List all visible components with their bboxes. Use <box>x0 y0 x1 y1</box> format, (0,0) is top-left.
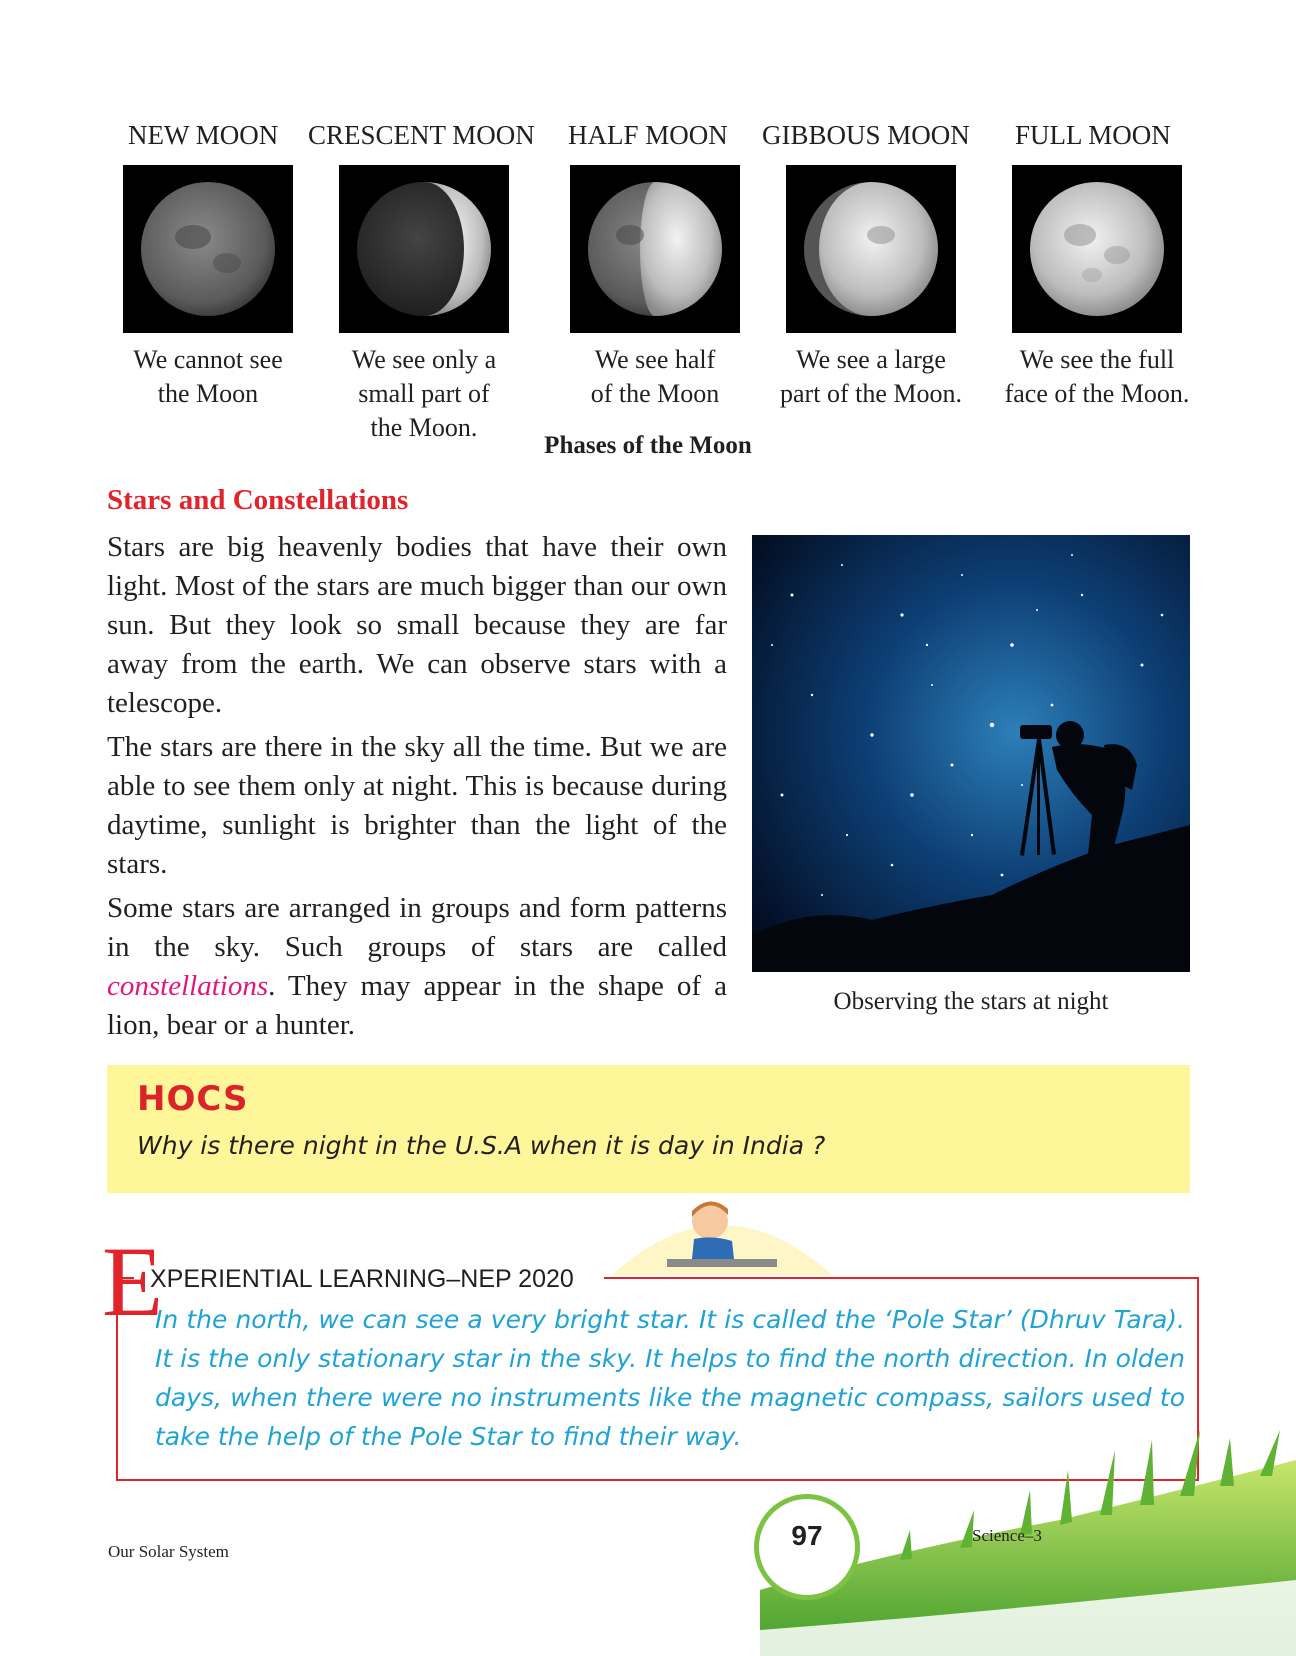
footer-chapter: Our Solar System <box>108 1542 229 1561</box>
hocs-question: Why is there night in the U.S.A when it is day in India ? <box>137 1131 826 1160</box>
stargazer-photo <box>752 535 1190 972</box>
experiential-initial: E <box>102 1226 164 1337</box>
new-moon-image <box>123 165 293 333</box>
paragraph-1: Stars are big heavenly bodies that have their own light. Most of the stars are much bigger than our own sun. But they look so small because they are far away from the earth. We can observe stars with a telescope. <box>107 531 727 719</box>
phase-label-half-moon: HALF MOON <box>568 120 728 150</box>
page-number: 97 <box>791 1520 823 1551</box>
paragraph-3: Some stars are arranged in groups and form patterns in the sky. Such groups of stars are called constellations. They may appear in the shape of a lion, bear or a hunter. <box>107 892 727 1041</box>
full-moon-image <box>1012 165 1182 333</box>
section-heading: Stars and Constellations <box>107 484 409 516</box>
kid-illustration <box>612 1195 832 1275</box>
experiential-title: XPERIENTIAL LEARNING–NEP 2020 <box>150 1265 574 1293</box>
phase-label-crescent-moon: CRESCENT MOON <box>308 120 535 150</box>
gibbous-moon-image <box>786 165 956 333</box>
footer-book: Science–3 <box>972 1526 1042 1545</box>
hocs-title: HOCS <box>137 1079 249 1119</box>
hocs-box <box>107 1065 1190 1193</box>
phase-desc-full-moon: We see the full face of the Moon. <box>1004 345 1190 408</box>
experiential-text: In the north, we can see a very bright star. It is called the ‘Pole Star’ (Dhruv Tara). It is the only stationary star in the sky. It helps to find the north direction. In olden days, when there were no instruments like the magnetic compass, sailors used to take the help of the Pole Star to find their way. <box>155 1305 1185 1451</box>
phase-desc-gibbous-moon: We see a large part of the Moon. <box>780 345 962 408</box>
figure-caption: Phases of the Moon <box>544 432 752 459</box>
phase-label-new-moon: NEW MOON <box>128 120 279 150</box>
section-body <box>107 528 727 1050</box>
half-moon-image <box>570 165 740 333</box>
constellations-term: constellations <box>107 970 269 1002</box>
photo-caption: Observing the stars at night <box>833 988 1109 1015</box>
phase-label-full-moon: FULL MOON <box>1015 120 1171 150</box>
phase-desc-half-moon: We see half of the Moon <box>590 345 720 408</box>
phase-desc-new-moon: We cannot see the Moon <box>133 345 283 408</box>
phase-label-gibbous-moon: GIBBOUS MOON <box>762 120 970 150</box>
phase-desc-crescent-moon: We see only a small part of the Moon. <box>351 345 497 442</box>
paragraph-2: The stars are there in the sky all the time. But we are able to see them only at night. This is because during daytime, sunlight is brighter than the light of the stars. <box>107 731 727 880</box>
crescent-moon-image <box>339 165 509 333</box>
